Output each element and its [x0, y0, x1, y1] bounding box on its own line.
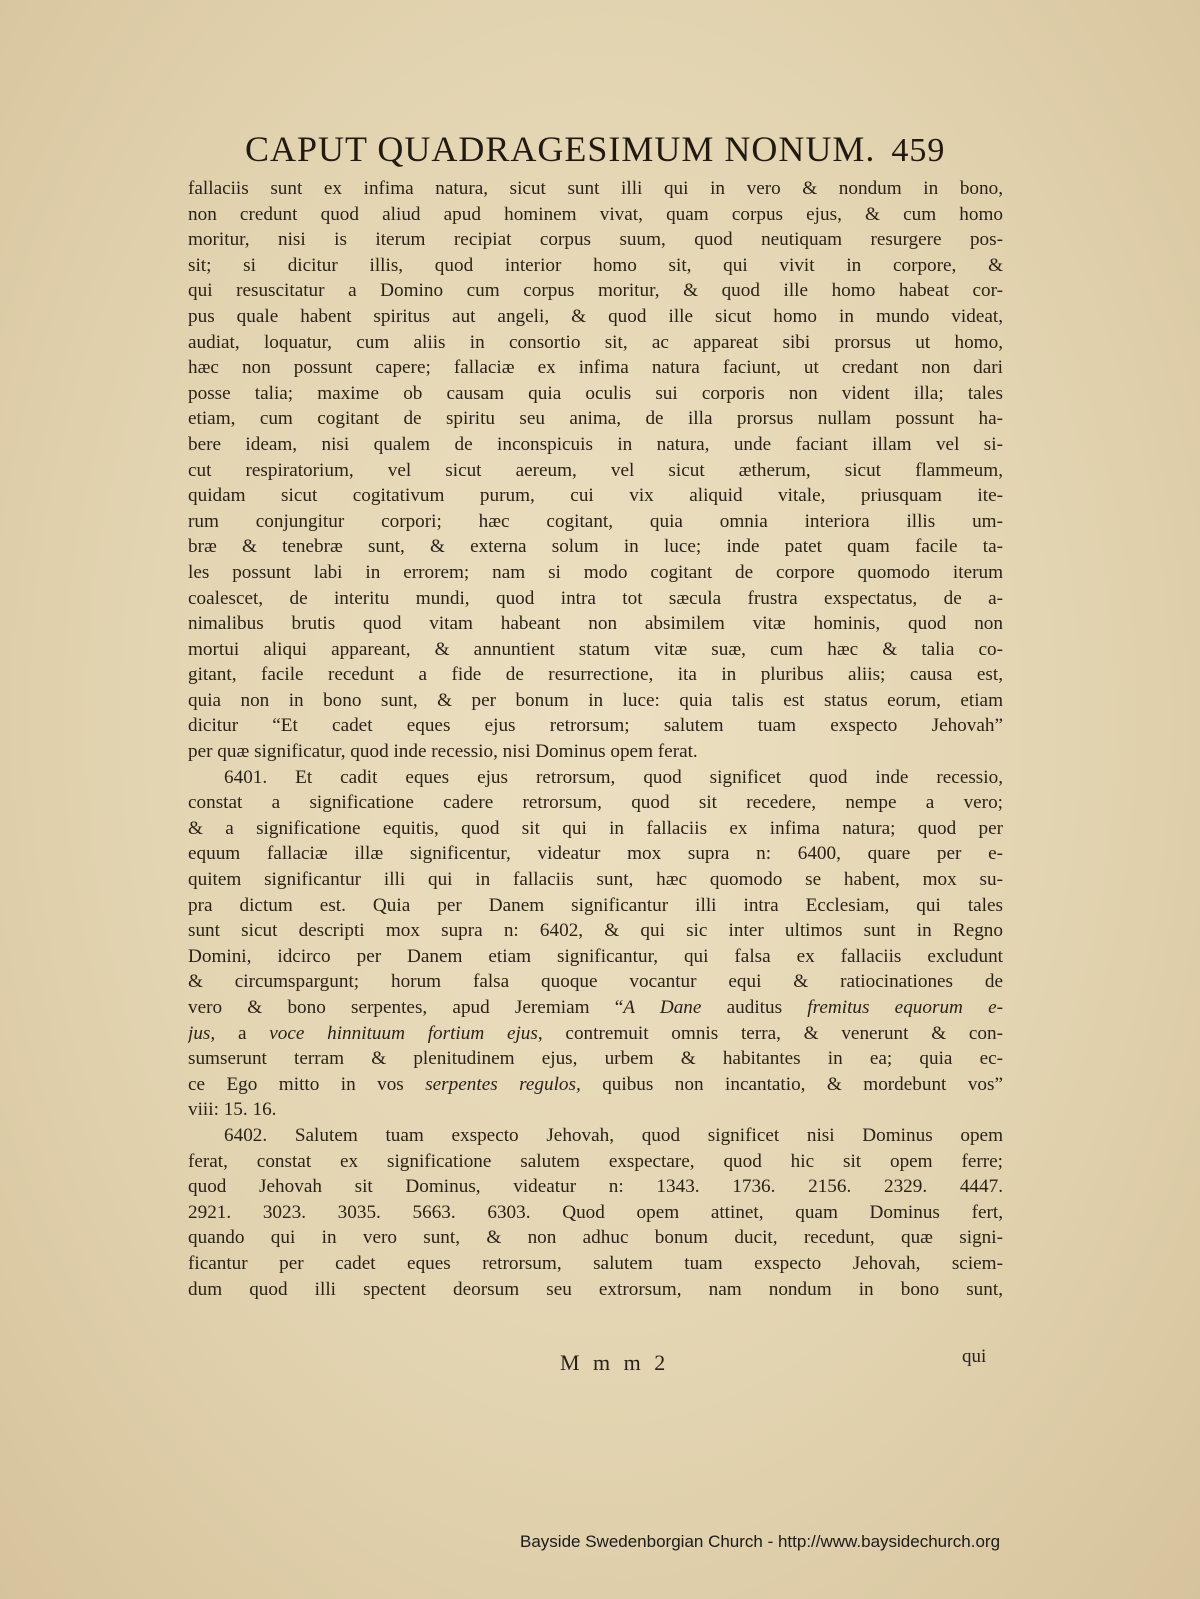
italic-quote: voce hinnituum fortium ejus,: [269, 1022, 543, 1044]
text-line: quia non in bono sunt, & per bonum in luce: quia talis est status eorum, etiam: [188, 689, 1003, 711]
chapter-title: CAPUT QUADRAGESIMUM NONUM.: [245, 129, 876, 169]
catchword: qui: [962, 1346, 987, 1367]
text-line: audiat, loquatur, cum aliis in consortio sit, ac appareat sibi prorsus ut homo,: [188, 331, 1003, 353]
text-line: ferat, constat ex significatione salutem exspectare, quod hic sit opem ferre;: [188, 1150, 1003, 1172]
text-line: & circumspargunt; horum falsa quoque vocantur equi & ratiocinationes de: [188, 971, 1003, 993]
text-line: bere ideam, nisi qualem de inconspicuis in natura, unde faciant illam vel si-: [188, 433, 1003, 455]
text-line: quidam sicut cogitativum purum, cui vix aliquid vitale, priusquam ite-: [188, 485, 1003, 507]
text-line: bræ & tenebræ sunt, & externa solum in luce; inde patet quam facile ta-: [188, 536, 1003, 558]
text-line: 6401. Et cadit eques ejus retrorsum, quod significet quod inde recessio,: [224, 766, 1003, 788]
text-run: a: [215, 1022, 270, 1044]
text-line: gitant, facile recedunt a fide de resurrectione, ita in pluribus aliis; causa est,: [188, 664, 1003, 686]
text-run: ce Ego mitto in vos: [188, 1073, 426, 1095]
text-line: cut respiratorium, vel sicut aereum, vel sicut ætherum, sicut flammeum,: [188, 459, 1003, 481]
text-line: posse talia; maxime ob causam quia oculis sui corporis non vident illa; tales: [188, 382, 1003, 404]
body-text: [188, 176, 1003, 1302]
text-line: hæc non possunt capere; fallaciæ ex infima natura faciunt, ut credant non dari: [188, 357, 1003, 379]
text-run: quibus non incantatio, & mordebunt vos”: [580, 1073, 1003, 1095]
text-line: sunt sicut descripti mox supra n: 6402, & qui sic inter ultimos sunt in Regno: [188, 920, 1003, 942]
text-run: auditus: [701, 997, 808, 1018]
text-line: quando qui in vero sunt, & non adhuc bonum ducit, recedunt, quæ signi-: [188, 1227, 1003, 1249]
text-line: equum fallaciæ illæ significentur, videatur mox supra n: 6400, quare per e-: [188, 843, 1003, 865]
text-line: pra dictum est. Quia per Danem significantur illi intra Ecclesiam, qui tales: [188, 894, 1003, 916]
text-line: quitem significantur illi qui in fallaciis sunt, hæc quomodo se habent, mox su-: [188, 869, 1003, 891]
signature-mark: M m m 2: [560, 1350, 670, 1375]
text-line: dum quod illi spectent deorsum seu extrorsum, nam nondum in bono sunt,: [188, 1278, 1003, 1300]
text-line: fallaciis sunt ex infima natura, sicut sunt illi qui in vero & nondum in bono,: [188, 178, 1003, 199]
text-line: 2921. 3023. 3035. 5663. 6303. Quod opem attinet, quam Dominus fert,: [188, 1201, 1003, 1223]
text-line: dicitur “Et cadet eques ejus retrorsum; salutem tuam exspecto Jehovah”: [188, 715, 1003, 737]
text-line: coalescet, de interitu mundi, quod intra tot sæcula frustra exspectatus, de a-: [188, 587, 1003, 609]
text-line: [188, 995, 1003, 1021]
text-line: sit; si dicitur illis, quod interior homo sit, qui vivit in corpore, &: [188, 254, 1003, 276]
text-line: per quæ significatur, quod inde recessio, nisi Dominus opem ferat.: [188, 741, 698, 763]
running-header: [245, 128, 1005, 176]
text-line: sumserunt terram & plenitudinem ejus, urbem & habitantes in ea; quia ec-: [188, 1048, 1003, 1070]
text-line: 6402. Salutem tuam exspecto Jehovah, quod significet nisi Dominus opem: [224, 1124, 1003, 1146]
text-line: pus quale habent spiritus aut angeli, & quod ille sicut homo in mundo videat,: [188, 305, 1003, 327]
text-line: les possunt labi in errorem; nam si modo cogitant de corpore quomodo iterum: [188, 561, 1003, 583]
text-line: mortui aliqui appareant, & annuntient statum vitæ suæ, cum hæc & talia co-: [188, 638, 1003, 660]
text-run: contremuit omnis terra, & venerunt & con-: [542, 1022, 1003, 1044]
text-line: & a significatione equitis, quod sit qui in fallaciis ex infima natura; quod per: [188, 817, 1003, 839]
text-line: quod Jehovah sit Dominus, videatur n: 1343. 1736. 2156. 2329. 4447.: [188, 1176, 1003, 1198]
italic-quote: fremitus equorum e-: [807, 997, 1003, 1018]
text-line: etiam, cum cogitant de spiritu seu anima, de illa prorsus nullam possunt ha-: [188, 408, 1003, 430]
text-line: qui resuscitatur a Domino cum corpus moritur, & quod ille homo habeat cor-: [188, 280, 1003, 302]
italic-quote: jus,: [188, 1022, 216, 1044]
text-line: constat a significatione cadere retrorsum, quod sit recedere, nempe a vero;: [188, 792, 1003, 814]
text-line: nimalibus brutis quod vitam habeant non absimilem vitæ hominis, quod non: [188, 613, 1003, 635]
text-line: [188, 1072, 1003, 1098]
text-line: [188, 1021, 1003, 1047]
italic-quote: serpentes regulos,: [425, 1073, 581, 1095]
text-line: rum conjungitur corpori; hæc cogitant, quia omnia interiora illis um-: [188, 510, 1003, 532]
page-number: 459: [891, 132, 946, 169]
text-run: vero & bono serpentes, apud Jeremiam “: [188, 997, 624, 1018]
italic-quote: A Dane: [623, 997, 702, 1018]
text-line: ficantur per cadet eques retrorsum, salutem tuam exspecto Jehovah, sciem-: [188, 1252, 1003, 1274]
text-line: non credunt quod aliud apud hominem vivat, quam corpus ejus, & cum homo: [188, 203, 1003, 225]
text-line: moritur, nisi is iterum recipiat corpus suum, quod neutiquam resurgere pos-: [188, 229, 1003, 251]
text-line: viii: 15. 16.: [188, 1099, 277, 1121]
text-line: Domini, idcirco per Danem etiam significantur, qui falsa ex fallaciis excludunt: [188, 945, 1003, 967]
watermark-credit: Bayside Swedenborgian Church - http://www.baysidechurch.org: [520, 1532, 1001, 1551]
